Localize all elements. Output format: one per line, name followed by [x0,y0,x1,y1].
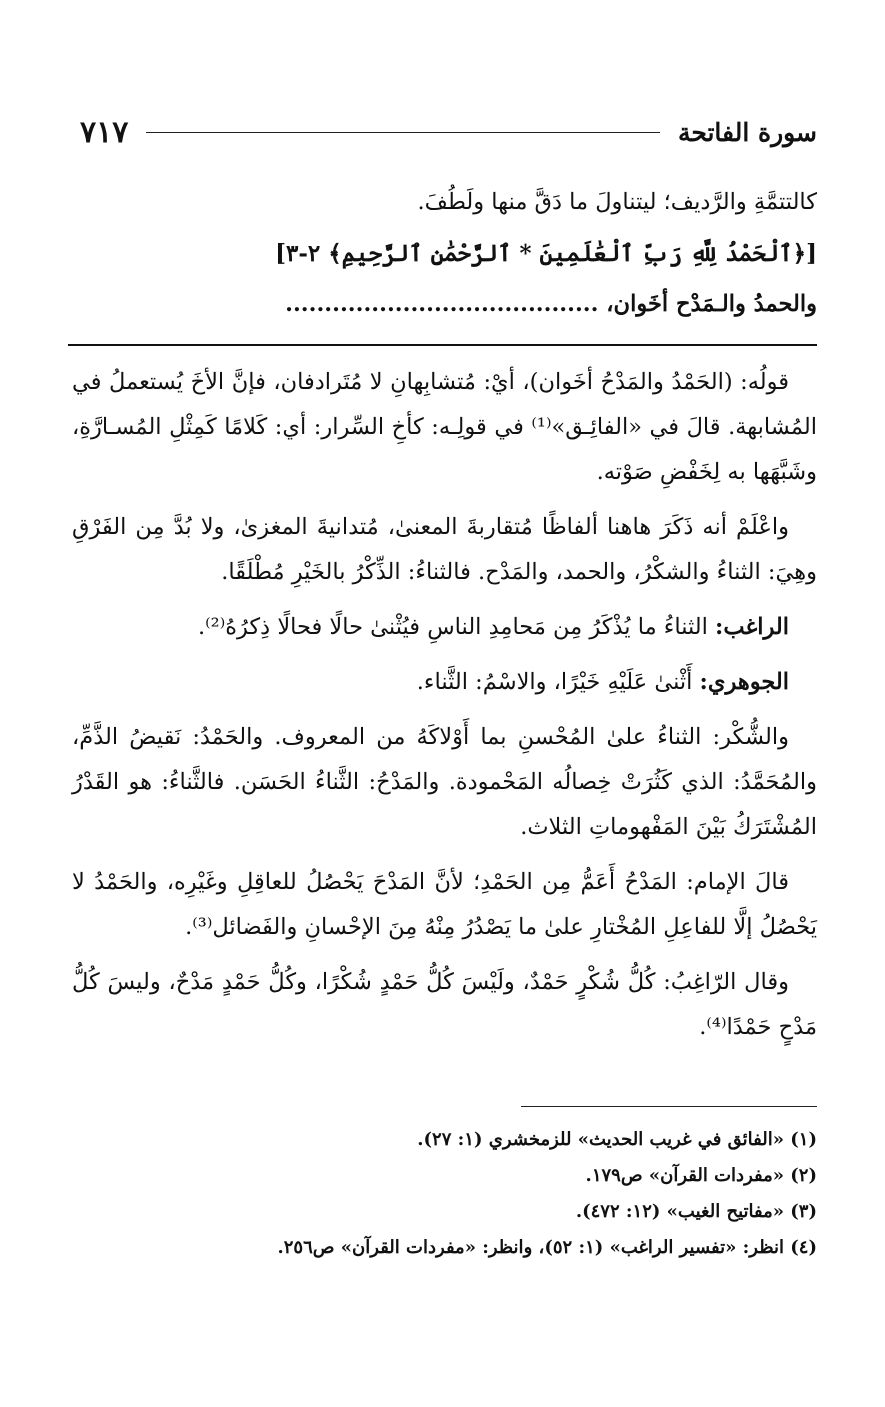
quote-text: الثناءُ ما يُذْكَرُ مِن مَحامِدِ الناسِ فيُثْنىٰ حالًا فحالًا ذِكرُهُ⁽²⁾. [197,614,716,640]
footnotes [68,1122,817,1266]
matn-heading: والحمدُ والـمَدْح أخَوان، ........................................ [285,291,817,317]
commentary-paragraph: وقال الرّاغِبُ: كُلُّ شُكْرٍ حَمْدٌ، ولَيْسَ كُلُّ حَمْدٍ شُكْرًا، وكُلُّ حَمْدٍ مَدْحٌ، وليسَ كُلُّ مَدْحٍ حَمْدًا⁽⁴⁾. [72,969,817,1040]
quote-source: الجوهري: [699,669,789,695]
surah-title: سورة الفاتحة [677,117,817,147]
commentary-paragraph [72,660,817,705]
commentary [72,360,817,1060]
quran-verse: [﴿ٱلْحَمْدُ لِلَّهِ رَبِّ ٱلْعَٰلَمِينَ * ٱلرَّحْمَٰنِ ٱلرَّحِيمِ﴾ ٢-٣] [275,240,817,267]
footnote-rule [521,1106,817,1107]
footnote: (٣) «مفاتيح الغيب» (١٢: ٤٧٢). [575,1201,817,1222]
quote-source: الراغب: [715,614,789,640]
main-text [68,180,817,333]
section-divider [68,344,817,346]
commentary-paragraph: واعْلَمْ أنه ذَكَرَ هاهنا ألفاظًا مُتقاربةَ المعنىٰ، مُتدانيةَ المغزىٰ، ولا بُدَّ مِن الفَرْقِ وهِيَ: الثناءُ والشكْرُ، والحمد، والمَدْح. فالثناءُ: الذِّكْرُ بالخَيْرِ مُطْلَقًا. [72,514,817,585]
page-header [80,112,817,152]
matn-line: كالتتمَّةِ والرَّديف؛ ليتناولَ ما دَقَّ منها ولَطُفَ. [417,189,817,215]
footnote: (١) «الفائق في غريب الحديث» للزمخشري (١: ٢٧). [417,1129,817,1150]
quote-text: أَثْنىٰ عَلَيْهِ خَيْرًا، والاسْمُ: الثَّناء. [416,669,700,695]
footnote: (٢) «مفردات القرآن» ص١٧٩. [585,1165,817,1186]
commentary-paragraph: قالَ الإمام: المَدْحُ أَعَمُّ مِن الحَمْدِ؛ لأنَّ المَدْحَ يَحْصُلُ للعاقِلِ وغَيْرِه، والحَمْدُ لا يَحْصُلُ إلَّا للفاعِلِ المُخْتارِ علىٰ ما يَصْدُرُ مِنْهُ مِنَ الإحْسانِ والفَضائل⁽³⁾. [72,869,817,940]
commentary-paragraph [72,605,817,650]
commentary-paragraph: والشُّكْر: الثناءُ علىٰ المُحْسنِ بما أَوْلاكَهُ من المعروف. والحَمْدُ: نَقيضُ الذَّمِّ، والمُحَمَّدُ: الذي كَثُرَتْ خِصالُه المَحْمودة. والمَدْحُ: الثَّناءُ الحَسَن. فالثَّناءُ: هو القَدْرُ المُشْتَرَكُ بَيْنَ المَفْهوماتِ الثلاث. [72,724,817,840]
header-rule [146,132,660,133]
footnote: (٤) انظر: «تفسير الراغب» (١: ٥٢)، وانظر: «مفردات القرآن» ص٢٥٦. [277,1237,817,1258]
commentary-paragraph: قولُه: (الحَمْدُ والمَدْحُ أخَوان)، أيْ: مُتشابِهانِ لا مُتَرادفان، فإنَّ الأخَ يُستعملُ في المُشابهة. قالَ في «الفائِـق»⁽¹⁾ في قولِـه: كأخِ السِّرار: أي: كَلامًا كَمِثْلِ المُسـارَّةِ، وشَبَّهَها به لِخَفْضِ صَوْته. [72,369,817,485]
page-number: ٧١٧ [80,114,129,150]
